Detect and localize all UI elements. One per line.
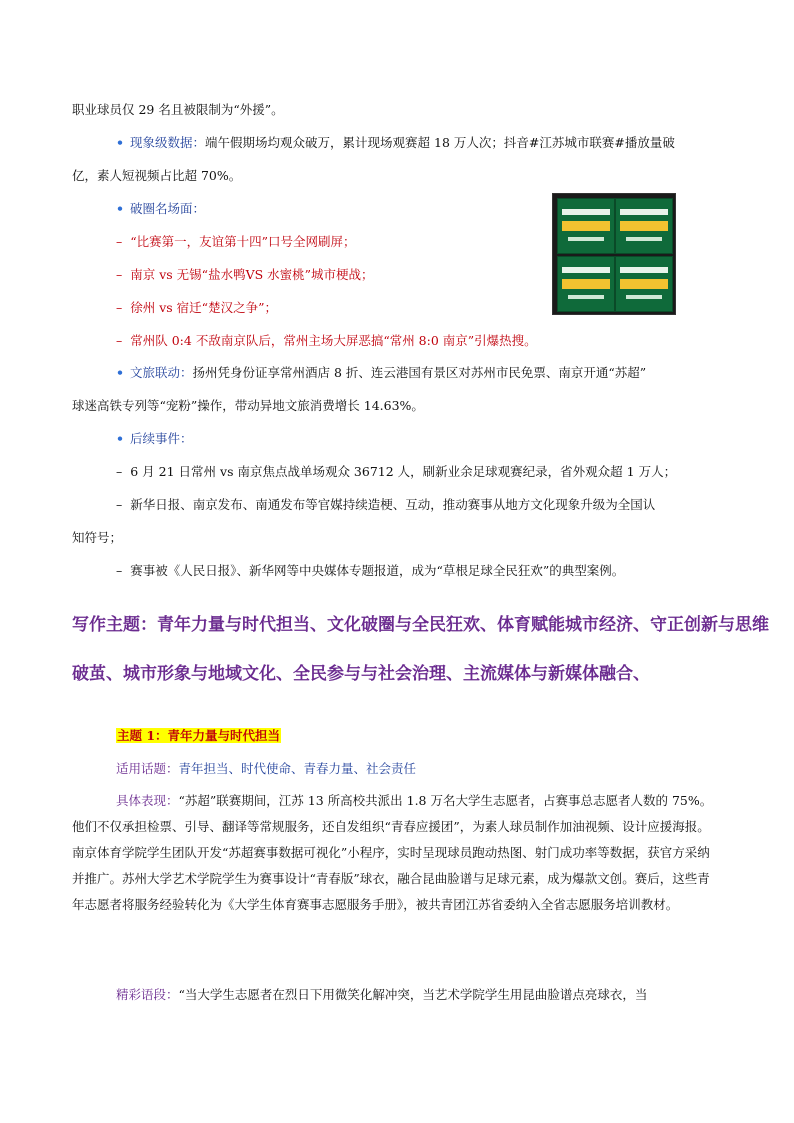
writing-theme-text: 破茧、城市形象与地域文化、全民参与与社会治理、主流媒体与新媒体融合、: [72, 664, 650, 684]
bullet-icon: •: [116, 431, 124, 446]
text: 南京 vs 无锡“盐水鸭VS 水蜜桃”城市梗战；: [130, 267, 374, 282]
text: 知符号；: [72, 530, 123, 545]
stadium-screen-photo: [552, 193, 676, 315]
text-line: [72, 167, 722, 185]
bullet-text: 扬州凭身份证享常州酒店 8 折、连云港国有景区对苏州市民免票、南京开通“苏超”: [192, 365, 647, 380]
topic-title: [116, 727, 722, 745]
dash-icon: –: [116, 497, 123, 512]
bullet-line-followup: [116, 430, 722, 448]
screen-tile: [557, 256, 615, 312]
text: 徐州 vs 宿迁“楚汉之争”；: [130, 300, 277, 315]
detail-paragraph: [72, 788, 722, 918]
bullet-line-tourism: [116, 364, 722, 382]
dash-icon: –: [116, 234, 123, 249]
bullet-text: 端午假期场均观众破万，累计现场观赛超 18 万人次；抖音#江苏城市联赛#播放量破: [205, 135, 675, 150]
applicable-label: 适用话题：: [116, 761, 179, 776]
text: 6 月 21 日常州 vs 南京焦点战单场观众 36712 人，刷新业余足球观赛纪录，省外观众超 1 万人；: [130, 464, 677, 479]
bullet-label: 文旅联动：: [130, 365, 193, 380]
quote-label: 精彩语段：: [116, 987, 179, 1002]
text-line: [72, 397, 722, 415]
text: 常州队 0:4 不敌南京队后，常州主场大屏恶搞“常州 8:0 南京”引爆热搜。: [130, 333, 537, 348]
dash-icon: –: [116, 563, 123, 578]
text: 新华日报、南京发布、南通发布等官媒持续造梗、互动，推动赛事从地方文化现象升级为全国认: [130, 497, 656, 512]
applicable-topics: [116, 760, 722, 778]
writing-theme-line-1: [72, 614, 769, 636]
text: 职业球员仅 29 名且被限制为“外援”。: [72, 102, 284, 117]
dash-line: [116, 562, 722, 580]
topic-title-text: 主题 1：青年力量与时代担当: [117, 728, 281, 743]
text: “比赛第一，友谊第十四”口号全网刷屏；: [130, 234, 356, 249]
dash-line: [116, 332, 722, 350]
bullet-icon: •: [116, 365, 124, 380]
applicable-text: 青年担当、时代使命、青春力量、社会责任: [178, 761, 417, 776]
bullet-icon: •: [116, 135, 124, 150]
bullet-label: 现象级数据：: [130, 135, 206, 150]
bullet-label: 后续事件：: [130, 431, 193, 446]
dash-icon: –: [116, 267, 123, 282]
bullet-line-data: [116, 134, 722, 152]
quote-text: “当大学生志愿者在烈日下用微笑化解冲突，当艺术学院学生用昆曲脸谱点亮球衣，当: [178, 987, 648, 1002]
text: 球迷高铁专列等“宠粉”操作，带动异地文旅消费增长 14.63%。: [72, 398, 424, 413]
text: 赛事被《人民日报》、新华网等中央媒体专题报道，成为“草根足球全民狂欢”的典型案例。: [130, 563, 625, 578]
text: 亿，素人短视频占比超 70%。: [72, 168, 242, 183]
screen-tile: [615, 256, 673, 312]
screen-tile: [615, 198, 673, 254]
dash-icon: –: [116, 300, 123, 315]
detail-label: 具体表现：: [116, 793, 179, 808]
bullet-label: 破圈名场面：: [130, 201, 206, 216]
bullet-icon: •: [116, 201, 124, 216]
dash-line: [116, 496, 722, 514]
dash-line: [116, 463, 722, 481]
writing-theme-line-2: [72, 663, 734, 685]
screen-tile: [557, 198, 615, 254]
dash-icon: –: [116, 464, 123, 479]
text-line: [72, 101, 722, 119]
writing-theme-text: 青年力量与时代担当、文化破圈与全民狂欢、体育赋能城市经济、守正创新与思维: [157, 615, 769, 635]
writing-theme-label: 写作主题：: [72, 615, 157, 635]
dash-icon: –: [116, 333, 123, 348]
detail-text: “苏超”联赛期间，江苏 13 所高校共派出 1.8 万名大学生志愿者，占赛事总志愿者人数的 75%。他们不仅承担检票、引导、翻译等常规服务，还自发组织“青春应援团”，为素人球员制作加油视频、设计应援海报。南京体育学院学生团队开发“苏超赛事数据可视化”小程序，实时呈现球员跑动热图、射门成功率等数据，获官方采纳并推广。苏州大学艺术学院学生为赛事设计“青春版”球衣，融合昆曲脸谱与足球元素，成为爆款文创。赛后，这些青年志愿者将服务经验转化为《大学生体育赛事志愿服务手册》，被共青团江苏省委纳入全省志愿服务培训教材。: [72, 793, 713, 912]
text-line: [72, 529, 722, 547]
quote-paragraph: [72, 982, 722, 1008]
